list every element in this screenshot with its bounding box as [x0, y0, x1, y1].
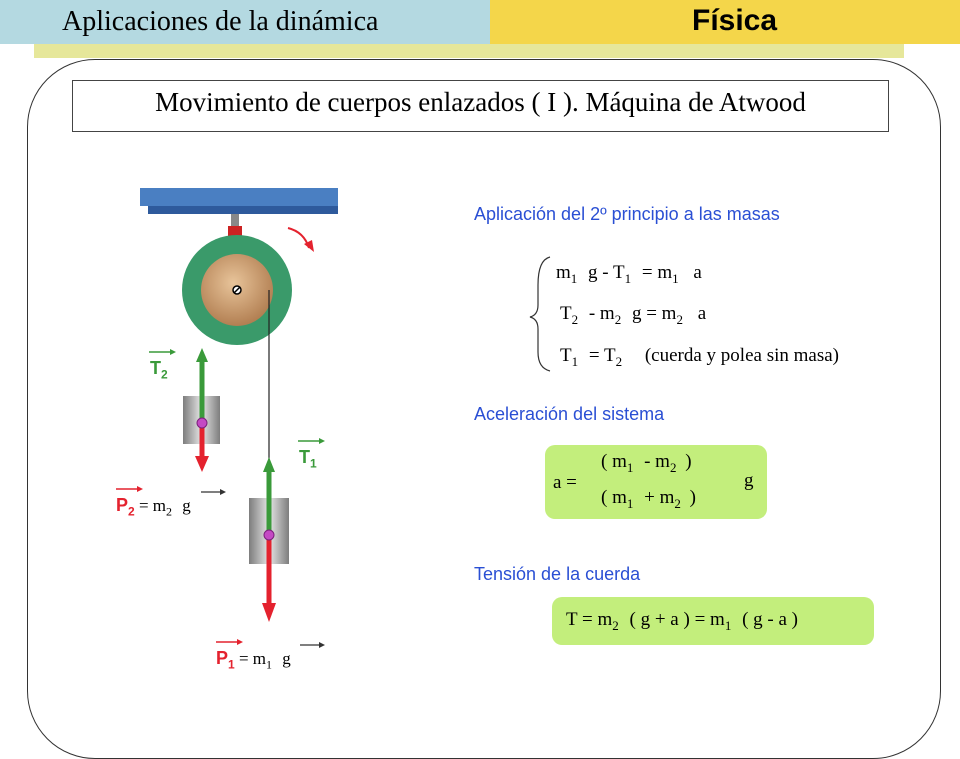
slide-title: Movimiento de cuerpos enlazados ( I ). Máquina de Atwood	[155, 87, 806, 117]
acceleration-denominator: ( $m_1 + m_2$ )	[601, 487, 696, 511]
acceleration-lhs: a =	[553, 472, 577, 493]
acceleration-numerator: ( $m_1 - m_2$ )	[601, 451, 692, 475]
second-law-heading-row	[474, 204, 780, 225]
pulley-hanger	[231, 214, 239, 228]
ceiling-beam	[140, 188, 338, 206]
ceiling-beam-shade	[148, 206, 338, 214]
block-1-center-dot	[264, 530, 274, 540]
tension-heading-row	[474, 564, 640, 585]
tension-formula: $T = m_2$ ( g + a ) = $m_1$ ( g - a )	[566, 609, 798, 633]
equation-brace	[530, 257, 550, 371]
tension-heading: Tensión de la cuerda	[474, 564, 641, 584]
second-law-heading: Aplicación del 2º principio a las masas	[474, 204, 780, 224]
acceleration-heading-row	[474, 404, 664, 425]
block-2-center-dot	[197, 418, 207, 428]
tension-2-label: $T_2$	[150, 358, 168, 382]
acceleration-g: g	[744, 470, 754, 491]
weight-2-label: $P_2 = m_2$ g	[116, 495, 191, 519]
equation-3: $T_1 = T_2$ (cuerda y polea sin masa)	[560, 345, 839, 369]
equation-1: $m_1$ $g - T_1 = m_1$ a	[556, 262, 702, 286]
weight-1-label: $P_1 = m_1$ g	[216, 648, 291, 672]
header-subject-title: Física	[692, 4, 778, 37]
acceleration-heading: Aceleración del sistema	[474, 404, 665, 424]
equation-2: $T_2 - m_2$ $g = m_2$ a	[560, 303, 707, 327]
tension-1-label: $T_1$	[299, 447, 317, 471]
header-topic-title: Aplicaciones de la dinámica	[62, 6, 379, 37]
